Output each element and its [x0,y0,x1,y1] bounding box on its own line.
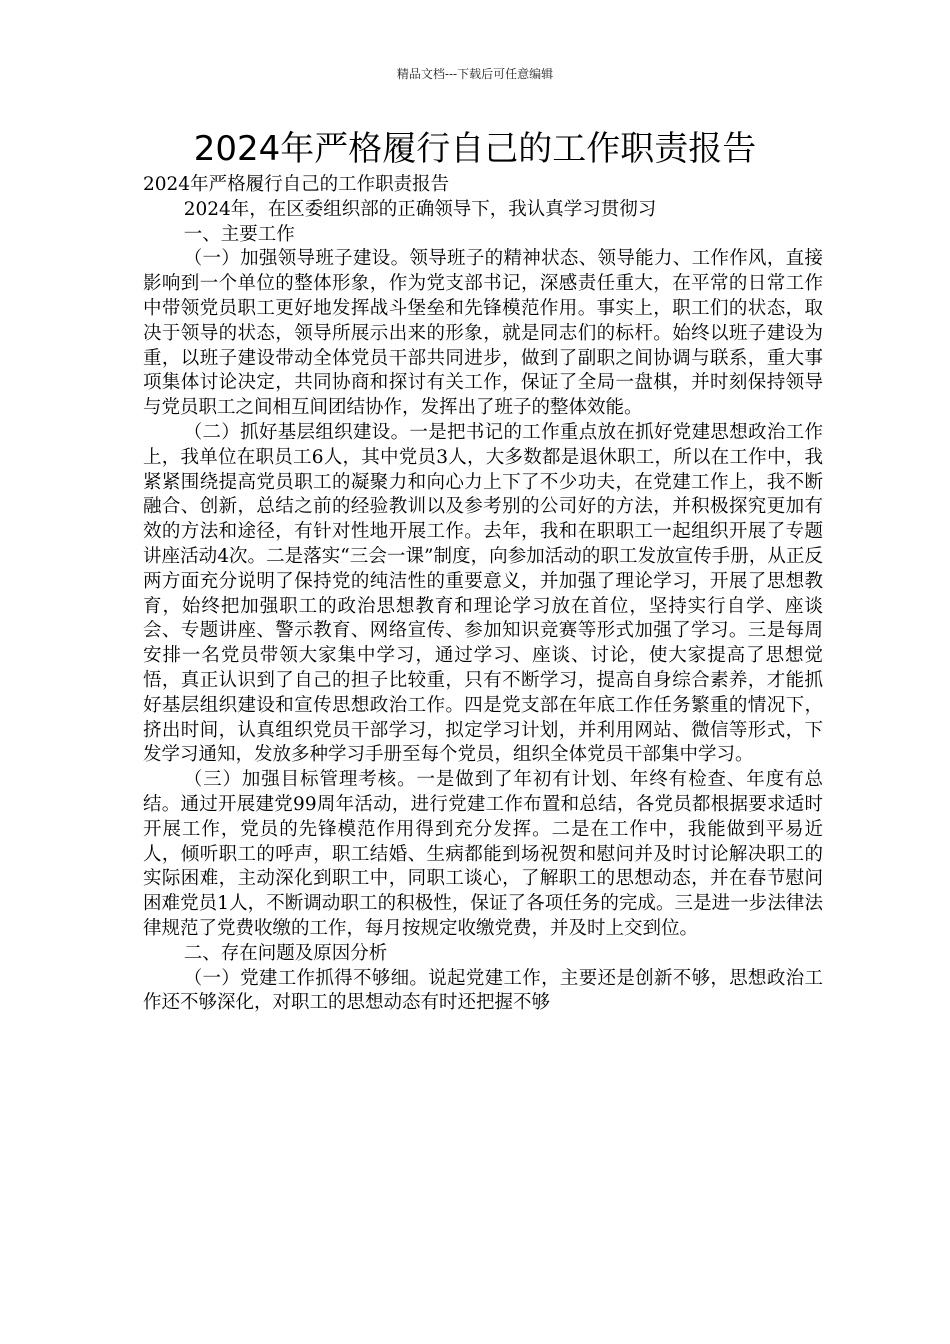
section-heading-problems: 二、存在问题及原因分析 [183,942,388,964]
document-body [143,173,823,1016]
paragraph-party-work-issues: （一）党建工作抓得不够细。说起党建工作，主要还是创新不够，思想政治工作还不够深化，对职工的思想动态有时还把握不够 [143,967,823,1014]
subtitle-line: 2024年严格履行自己的工作职责报告 [143,174,450,195]
section-heading-main-work: 一、主要工作 [183,223,295,245]
paragraph-leadership-building: （一）加强领导班子建设。领导班子的精神状态、领导能力、工作作风，直接影响到一个单位的整体形象，作为党支部书记，深感责任重大，在平常的日常工作中带领党员职工更好地发挥战斗堡垒和先锋模范作用。事实上，职工们的状态，取决于领导的状态，领导所展示出来的形象，就是同志们的标杆。始终以班子建设为重，以班子建设带动全体党员干部共同进步，做到了副职之间协调与联系，重大事项集体讨论决定，共同协商和探讨有关工作，保证了全局一盘棋，并时刻保持领导与党员职工之间相互间团结协作，发挥出了班子的整体效能。 [143,248,823,419]
document-title: 2024年严格履行自己的工作职责报告 [193,129,757,169]
paragraph-target-management: （三）加强目标管理考核。一是做到了年初有计划、年终有检查、年度有总结。通过开展建党99周年活动，进行党建工作布置和总结，各党员都根据要求适时开展工作，党员的先锋模范作用得到充分发挥。二是在工作中，我能做到平易近人，倾听职工的呼声，职工结婚、生病都能到场祝贺和慰问并及时讨论解决职工的实际困难，主动深化到职工中，同职工谈心，了解职工的思想动态，并在春节慰问困难党员1人，不断调动职工的积极性，保证了各项任务的完成。三是进一步法律法律规范了党费收缴的工作，每月按规定收缴党费，并及时上交到位。 [143,769,823,939]
intro-paragraph: 2024年，在区委组织部的正确领导下，我认真学习贯彻习 [183,198,657,220]
page-header: 精品文档---下载后可任意编辑 [396,67,554,81]
paragraph-grassroots-organization: （二）抓好基层组织建设。一是把书记的工作重点放在抓好党建思想政治工作上，我单位在职员工6人，其中党员3人，大多数都是退休职工，所以在工作中，我紧紧围绕提高党员职工的凝聚力和向心力上下了不少功夫，在党建工作上，我不断融合、创新，总结之前的经验教训以及参考别的公司好的方法，并积极探究更加有效的方法和途径，有针对性地开展工作。去年，我和在职职工一起组织开展了专题讲座活动4次。二是落实“三会一课”制度，向参加活动的职工发放宣传手册，从正反两方面充分说明了保持党的纯洁性的重要意义，并加强了理论学习，开展了思想教育，始终把加强职工的政治思想教育和理论学习放在首位，坚持实行自学、座谈会、专题讲座、警示教育、网络宣传、参加知识竞赛等形式加强了学习。三是每周安排一名党员带领大家集中学习，通过学习、座谈、讨论，使大家提高了思想觉悟，真正认识到了自己的担子比较重，只有不断学习，提高自身综合素养，才能抓好基层组织建设和宣传思想政治工作。四是党支部在年底工作任务繁重的情况下，挤出时间，认真组织党员干部学习，拟定学习计划，并利用网站、微信等形式，下发学习通知，发放多种学习手册至每个党员，组织全体党员干部集中学习。 [143,421,823,766]
